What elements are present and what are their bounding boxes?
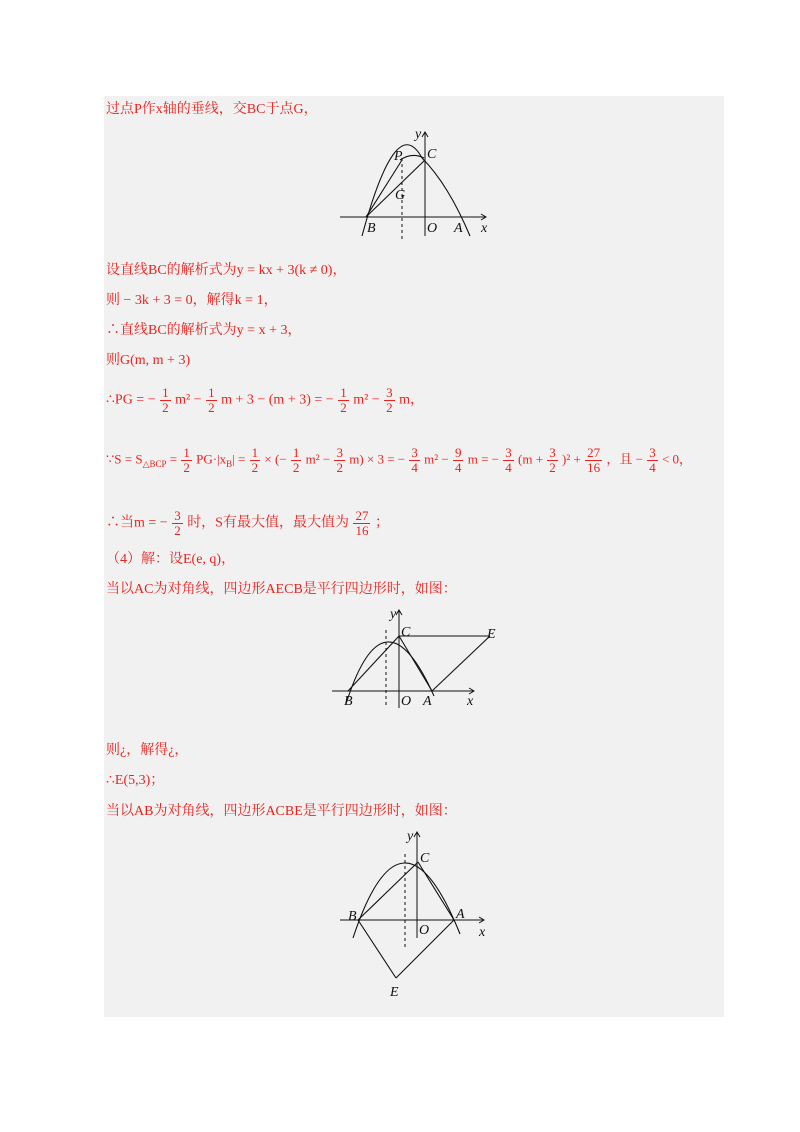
num: 1 [251, 445, 259, 460]
text-line-12: ∴E(5,3)； [106, 773, 165, 788]
den: 4 [411, 460, 418, 475]
pg-part-c: m + 3 − (m + 3) = − [221, 392, 334, 408]
text-line-11: 则¿，解得¿， [106, 743, 189, 758]
label-x: x [467, 694, 474, 709]
label-C: C [401, 625, 411, 640]
fraction-three-half-4 [172, 509, 183, 538]
segment-CA [399, 636, 432, 691]
num: 27 [587, 445, 601, 460]
pg-part-b: m² − [175, 392, 206, 408]
s-part-e: × (− [264, 451, 287, 467]
den: 2 [340, 400, 347, 415]
segment-BE [358, 920, 396, 978]
text-line-5: 则G(m, m + 3) [106, 353, 191, 368]
num: 1 [340, 385, 347, 400]
text-line-9: （4）解：设E(e, q)， [106, 552, 236, 567]
num: 3 [411, 445, 418, 460]
label-A: A [423, 694, 432, 709]
num: 3 [336, 445, 343, 460]
num: 3 [505, 445, 512, 460]
label-A: A [456, 907, 465, 922]
text-line-10: 当以AC为对角线，四边形AECB是平行四边形时，如图： [106, 582, 457, 597]
pg-part-d: m² − [353, 392, 384, 408]
s-part-l: ，且 − [606, 451, 643, 467]
den: 4 [505, 460, 512, 475]
segment-CA [418, 862, 454, 920]
parabola-top [400, 155, 424, 160]
s-part-c: PG·|x [196, 451, 227, 467]
text-line-3: 则 − 3k + 3 = 0，解得k = 1， [106, 293, 278, 308]
figure-1 [336, 128, 496, 240]
label-C: C [420, 851, 430, 866]
parabola [353, 863, 460, 938]
den: 2 [162, 400, 169, 415]
den: 2 [183, 460, 190, 475]
s-part-m: < 0， [661, 451, 693, 467]
num: 27 [355, 508, 369, 523]
segment-EA [432, 636, 490, 691]
text-line-2: 设直线BC的解析式为y = kx + 3(k ≠ 0)， [106, 263, 347, 278]
label-B: B [367, 221, 376, 236]
num: 9 [454, 445, 462, 460]
text-line-8 [106, 509, 389, 538]
num: 3 [549, 445, 556, 460]
num: 3 [386, 385, 393, 400]
fraction-half-3 [338, 386, 349, 415]
s-part-g: m) × 3 = − [349, 451, 406, 467]
den: 2 [208, 400, 215, 415]
text-line-6 [106, 386, 424, 415]
fraction-half-5 [250, 446, 261, 475]
pg-part-a: ∴PG = − [106, 392, 156, 408]
den: 2 [292, 460, 300, 475]
label-C: C [427, 147, 437, 162]
segment-BC [348, 636, 399, 691]
max-part-a: ∴当m = − [106, 515, 168, 531]
label-y: y [415, 128, 422, 142]
s-part-b: = [166, 451, 181, 467]
label-O: O [427, 221, 438, 236]
fraction-half-4 [181, 446, 192, 475]
label-y: y [390, 607, 397, 622]
num: 1 [162, 385, 169, 400]
text-line-4: ∴直线BC的解析式为y = x + 3， [106, 323, 302, 338]
den: 16 [587, 460, 601, 475]
label-B: B [344, 694, 353, 709]
den: 2 [251, 460, 259, 475]
fraction-three-quarter-3 [647, 446, 658, 475]
fraction-half-1 [160, 386, 171, 415]
fraction-three-half-3 [547, 446, 558, 475]
den: 2 [386, 400, 393, 415]
den: 2 [336, 460, 343, 475]
label-x: x [479, 925, 486, 940]
label-P: P [394, 149, 403, 164]
label-G: G [395, 188, 406, 203]
fraction-27-16-2 [353, 509, 370, 538]
s-part-f: m² − [305, 451, 334, 467]
label-E: E [487, 627, 496, 642]
label-x: x [481, 221, 488, 236]
pg-part-e: m， [399, 392, 425, 408]
max-part-b: 时，S有最大值，最大值为 [187, 515, 349, 531]
num: 1 [183, 445, 190, 460]
text-line-1: 过点P作x轴的垂线，交BC于点G， [106, 102, 318, 117]
s-part-i: m = − [467, 451, 500, 467]
s-part-d: | = [232, 451, 249, 467]
num: 3 [174, 508, 181, 523]
figure-2 [328, 604, 498, 710]
den: 4 [649, 460, 656, 475]
label-B: B [348, 909, 357, 924]
fraction-half-2 [206, 386, 217, 415]
den: 16 [355, 523, 369, 538]
fraction-nine-quarter [453, 446, 464, 475]
den: 4 [454, 460, 462, 475]
s-subscript: △BCP [142, 459, 167, 470]
label-y: y [407, 829, 414, 844]
s-part-a: ∵S = S [106, 451, 143, 467]
label-O: O [419, 923, 430, 938]
label-O: O [401, 694, 412, 709]
num: 1 [292, 445, 300, 460]
s-part-j: (m + [518, 451, 547, 467]
text-line-7: ∵S = $S_{\triangle BCP}$ = $\frac{1}{2}$ $PG\cdot|x_B|$ = $\frac{1}{2}$ × (− $\frac{1}{2}$ m² − $\frac{3}{2}$ m) × 3 = − $\frac{3}{4}$ m² − $\frac{9}{4}$ m = − $\frac{3}{4}$ (m + $\frac{3}{2}$ )² + $\frac{27}{16}$ ，且 − $\frac{3}{4}$ < 0， [106, 445, 693, 475]
text-line-13: 当以AB为对角线，四边形ACBE是平行四边形时，如图： [106, 804, 457, 819]
num: 1 [208, 385, 215, 400]
num: 3 [649, 445, 656, 460]
figure-3 [336, 826, 496, 1002]
s-part-h: m² − [424, 451, 452, 467]
label-E: E [390, 985, 399, 1000]
fraction-27-16-1 [585, 446, 602, 475]
fraction-three-half-2 [334, 446, 345, 475]
fraction-three-half-1 [384, 386, 395, 415]
fraction-half-6 [291, 446, 302, 475]
fraction-three-quarter-1 [409, 446, 420, 475]
max-part-c: ； [374, 515, 389, 531]
den: 2 [174, 523, 181, 538]
fraction-three-quarter-2 [503, 446, 514, 475]
s-part-k: )² + [562, 451, 585, 467]
den: 2 [549, 460, 556, 475]
label-A: A [454, 221, 463, 236]
